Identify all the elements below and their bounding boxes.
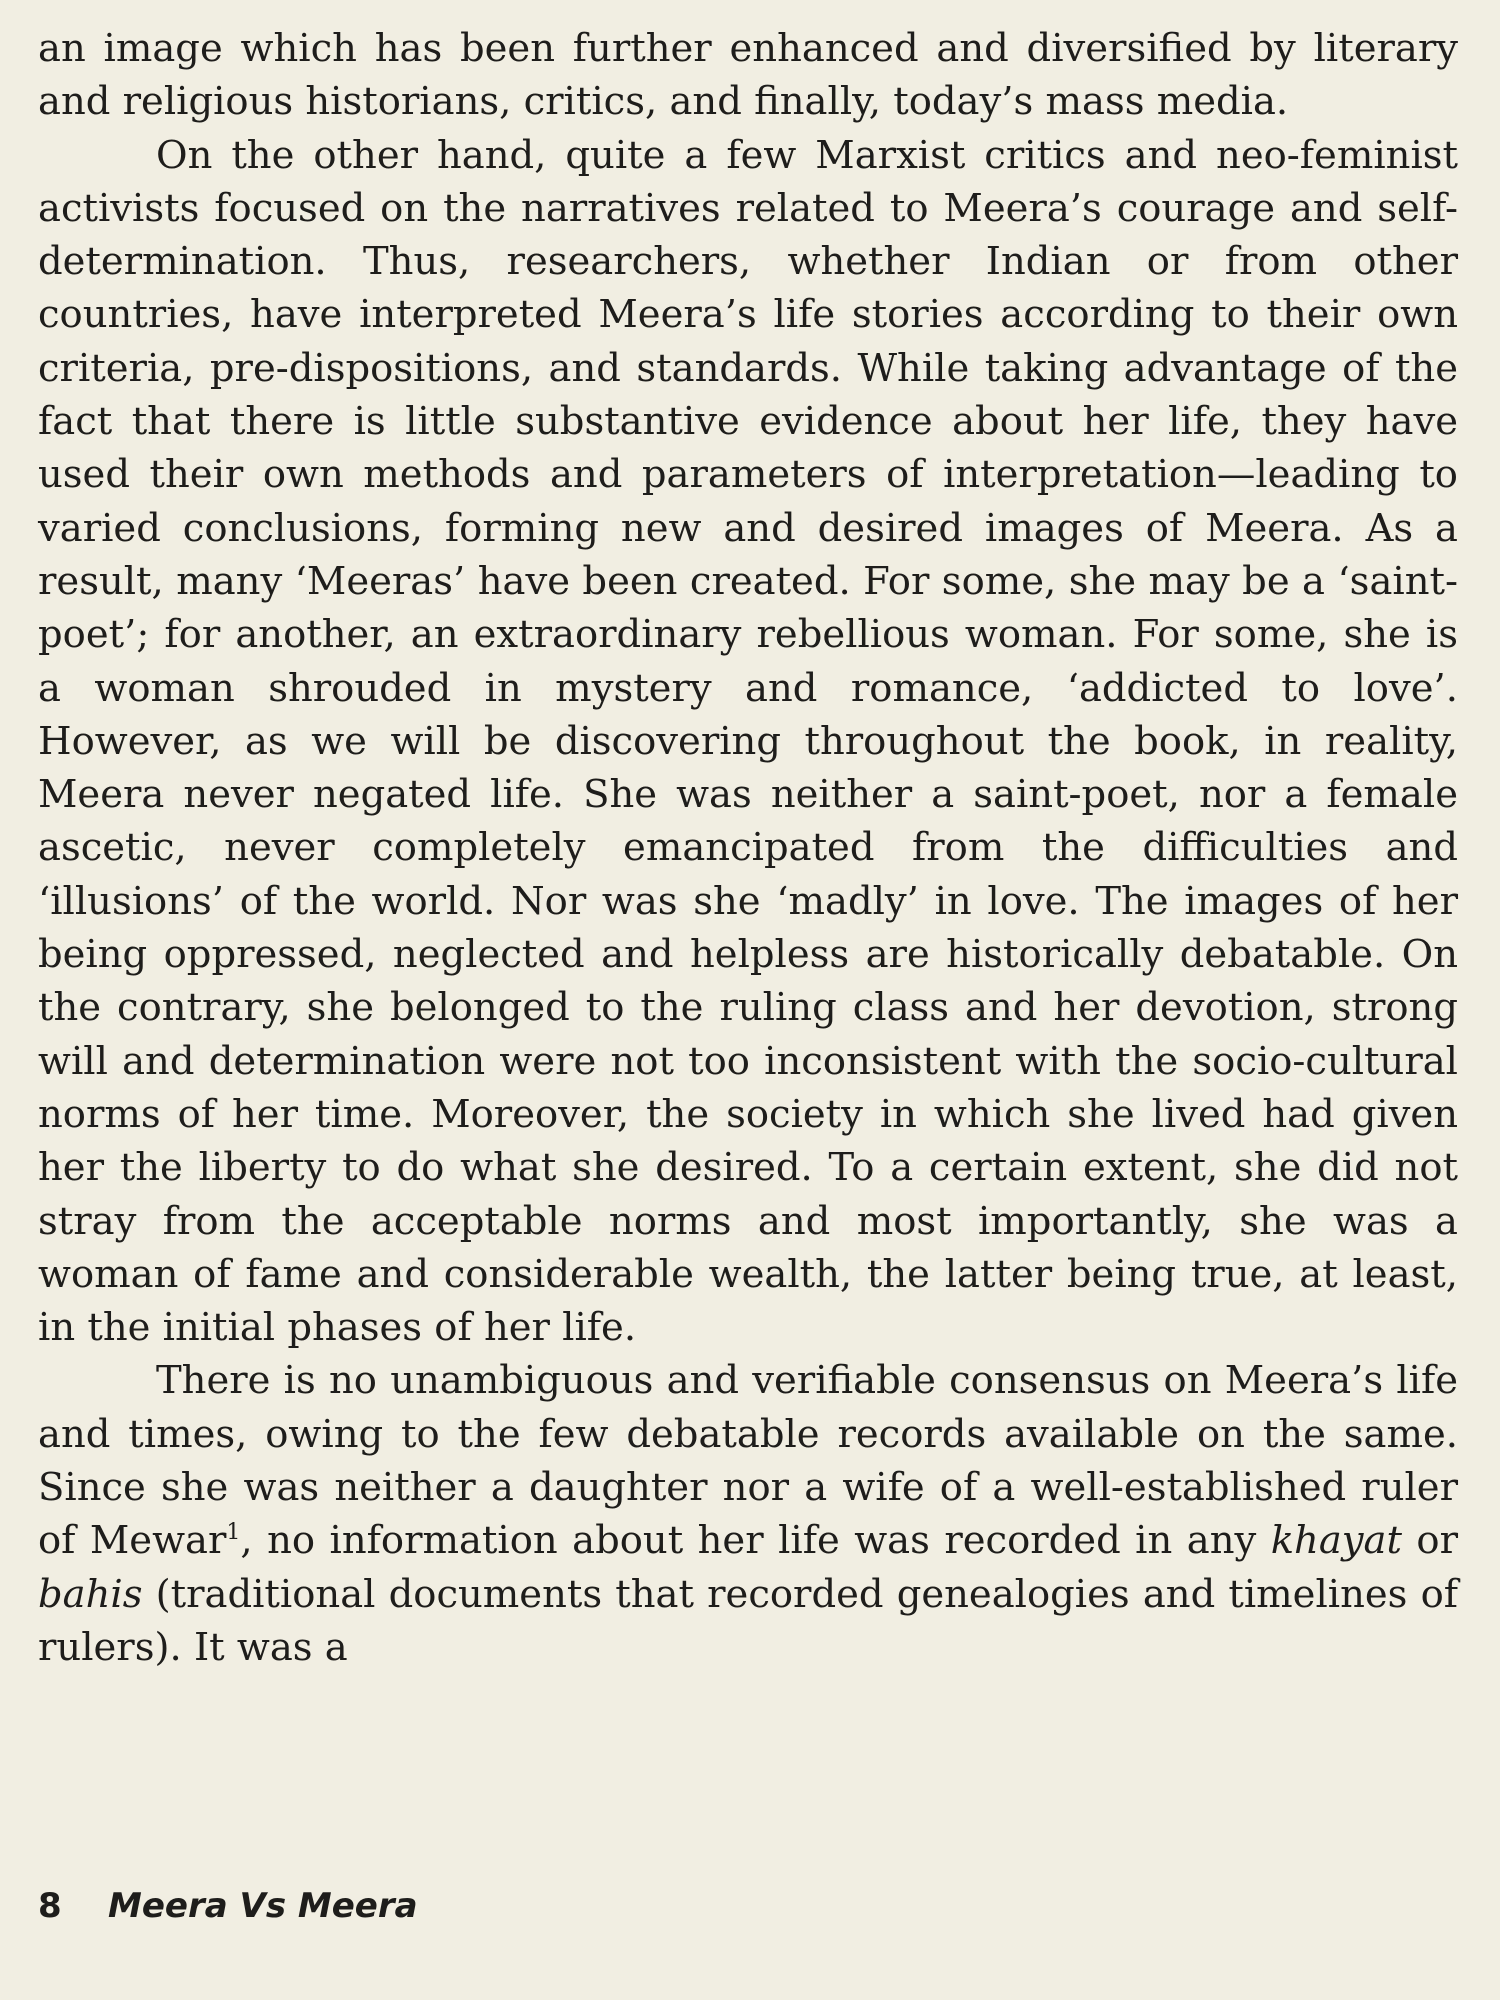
paragraph-3-text-c: or (1401, 1518, 1459, 1564)
paragraph-3-text-d: (traditional documents that recorded genealogies and timelines of rulers). It was a (38, 1571, 1458, 1670)
paragraph-1: an image which has been further enhanced and diversified by literary and religious historians, critics, and finally, today’s mass media. (38, 26, 1458, 125)
footnote-ref: 1 (226, 1520, 241, 1546)
paragraph-3 (38, 1354, 1458, 1674)
body-text (38, 22, 1458, 1674)
paragraph-3-text-a: There is no unambiguous and verifiable consensus on Meera’s life and times, owing to the few debatable records available on the same. Since she was neither a daughter nor a wife of a well-established ruler of Mewar (38, 1358, 1458, 1564)
page-number: 8 (38, 1886, 62, 1926)
page-footer (38, 1886, 418, 1926)
paragraph-2: On the other hand, quite a few Marxist critics and neo-feminist activists focused on the narratives related to Meera’s courage and self-determination. Thus, researchers, whether Indian or from other countries, have interpreted Meera’s life stories according to their own criteria, pre-dispositions, and standards. While taking advantage of the fact that there is little substantive evidence about her life, they have used their own methods and parameters of interpretation—leading to varied conclusions, forming new and desired images of Meera. As a result, many ‘Meeras’ have been created. For some, she may be a ‘saint-poet’; for another, an extraordinary rebellious woman. For some, she is a woman shrouded in mystery and romance, ‘addicted to love’. However, as we will be discovering throughout the book, in reality, Meera never negated life. She was neither a saint-poet, nor a female ascetic, never completely emancipated from the difficulties and ‘illusions’ of the world. Nor was she ‘madly’ in love. The images of her being oppressed, neglected and helpless are historically debatable. On the contrary, she belonged to the ruling class and her devotion, strong will and determination were not too inconsistent with the socio-cultural norms of her time. Moreover, the society in which she lived had given her the liberty to do what she desired. To a certain extent, she did not stray from the acceptable norms and most importantly, she was a woman of fame and considerable wealth, the latter being true, at least, in the initial phases of her life. (38, 132, 1458, 1351)
paragraph-3-text-b: , no information about her life was recorded in any (240, 1518, 1271, 1564)
term-bahis: bahis (38, 1571, 143, 1617)
running-title: Meera Vs Meera (108, 1886, 418, 1926)
term-khayat: khayat (1270, 1518, 1402, 1564)
